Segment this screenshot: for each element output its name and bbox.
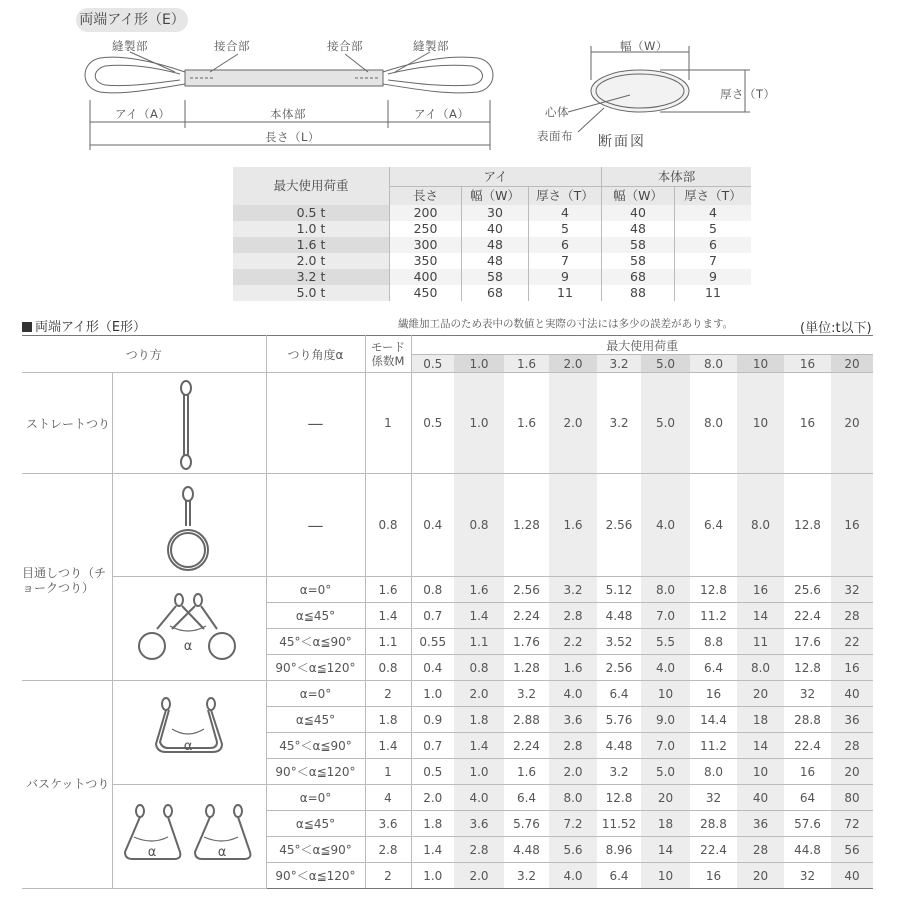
load-value-cell: 2.88 (504, 707, 549, 733)
load-value-cell: 36 (831, 707, 873, 733)
load-value-cell: 2.56 (597, 655, 641, 681)
spec-row (233, 221, 751, 237)
label-thickness: 厚さ（T） (720, 87, 776, 101)
type-tag: 両端アイ形（E） (76, 8, 188, 32)
load-value-cell: 22.4 (690, 837, 737, 863)
header-capacity: 2.0 (549, 355, 597, 373)
load-value-cell: 12.8 (690, 577, 737, 603)
load-value-cell: 57.6 (784, 811, 831, 837)
load-value-cell: 4.0 (641, 655, 690, 681)
load-value-cell: 28.8 (784, 707, 831, 733)
spec-cell: 350 (390, 253, 462, 269)
load-value-cell: 5.76 (504, 811, 549, 837)
header-capacity: 10 (737, 355, 784, 373)
spec-cell-load: 5.0 t (233, 285, 390, 301)
load-value-cell: 28 (831, 733, 873, 759)
load-value-cell: 10 (737, 373, 784, 474)
load-value-cell: 2.8 (454, 837, 504, 863)
spec-header-length: 長さ (390, 187, 462, 206)
angle-cell: 90°＜α≦120° (266, 863, 365, 889)
load-value-cell: 11.2 (690, 603, 737, 629)
header-capacity: 1.6 (504, 355, 549, 373)
load-value-cell: 32 (784, 863, 831, 889)
load-value-cell: 64 (784, 785, 831, 811)
load-value-cell: 2.24 (504, 603, 549, 629)
spec-cell: 9 (675, 269, 752, 285)
load-value-cell: 5.5 (641, 629, 690, 655)
mode-cell: 1.1 (365, 629, 411, 655)
spec-cell-load: 1.0 t (233, 221, 390, 237)
load-value-cell: 8.0 (549, 785, 597, 811)
load-value-cell: 0.55 (411, 629, 454, 655)
load-value-cell: 0.8 (454, 474, 504, 577)
load-value-cell: 36 (737, 811, 784, 837)
header-capacity: 5.0 (641, 355, 690, 373)
tolerance-note: 繊維加工品のため表中の数値と実際の寸法には多少の誤差があります。 (398, 318, 734, 330)
spec-table (233, 167, 751, 301)
load-value-cell: 7.0 (641, 603, 690, 629)
angle-cell: α≦45° (266, 603, 365, 629)
spec-cell: 6 (529, 237, 602, 253)
load-value-cell: 72 (831, 811, 873, 837)
load-value-cell: 14 (737, 603, 784, 629)
label-width: 幅（W） (620, 39, 668, 53)
load-value-cell: 14 (737, 733, 784, 759)
load-value-cell: 0.5 (411, 759, 454, 785)
spec-row (233, 253, 751, 269)
load-value-cell: 4.0 (454, 785, 504, 811)
load-value-cell: 6.4 (690, 474, 737, 577)
load-value-cell: 12.8 (784, 655, 831, 681)
load-value-cell: 2.2 (549, 629, 597, 655)
method-straight: ストレートつり (26, 417, 111, 431)
load-value-cell: 11.2 (690, 733, 737, 759)
alpha-symbol-3: α (147, 845, 157, 860)
load-value-cell: 25.6 (784, 577, 831, 603)
load-value-cell: 1.4 (411, 837, 454, 863)
load-value-cell: 8.0 (690, 373, 737, 474)
load-value-cell: 11.52 (597, 811, 641, 837)
spec-cell-load: 3.2 t (233, 269, 390, 285)
angle-cell: — (266, 474, 365, 577)
load-value-cell: 20 (831, 373, 873, 474)
load-value-cell: 18 (641, 811, 690, 837)
load-value-cell: 20 (641, 785, 690, 811)
label-eye-left: アイ（A） (115, 107, 171, 121)
load-value-cell: 8.0 (737, 474, 784, 577)
angle-cell: α=0° (266, 577, 365, 603)
load-value-cell: 20 (737, 681, 784, 707)
load-value-cell: 1.1 (454, 629, 504, 655)
label-joint-right: 接合部 (327, 39, 363, 53)
load-value-cell: 0.9 (411, 707, 454, 733)
mode-cell: 1.4 (365, 733, 411, 759)
load-value-cell: 32 (690, 785, 737, 811)
label-length: 長さ（L） (265, 130, 320, 144)
load-value-cell: 16 (784, 373, 831, 474)
load-value-cell: 4.48 (597, 733, 641, 759)
load-value-cell: 0.8 (454, 655, 504, 681)
spec-cell: 68 (602, 269, 675, 285)
load-value-cell: 44.8 (784, 837, 831, 863)
label-cover: 表面布 (537, 129, 573, 143)
load-value-cell: 3.2 (504, 863, 549, 889)
header-capacity: 8.0 (690, 355, 737, 373)
load-value-cell: 0.5 (411, 373, 454, 474)
load-value-cell: 40 (737, 785, 784, 811)
spec-cell: 7 (675, 253, 752, 269)
header-max-load: 最大使用荷重 (411, 336, 873, 355)
load-value-cell: 8.96 (597, 837, 641, 863)
load-value-cell: 0.4 (411, 655, 454, 681)
spec-cell: 68 (462, 285, 529, 301)
mode-cell: 2 (365, 681, 411, 707)
load-value-cell: 1.0 (411, 681, 454, 707)
spec-cell: 6 (675, 237, 752, 253)
load-value-cell: 1.0 (411, 863, 454, 889)
load-value-cell: 6.4 (504, 785, 549, 811)
load-value-cell: 28.8 (690, 811, 737, 837)
alpha-symbol-1: α (183, 639, 193, 654)
load-value-cell: 9.0 (641, 707, 690, 733)
alpha-symbol-2: α (183, 739, 193, 754)
header-capacity: 3.2 (597, 355, 641, 373)
load-value-cell: 20 (831, 759, 873, 785)
angle-cell: 90°＜α≦120° (266, 759, 365, 785)
load-value-cell: 1.28 (504, 474, 549, 577)
spec-cell: 11 (675, 285, 752, 301)
load-value-cell: 20 (737, 863, 784, 889)
load-value-cell: 0.8 (411, 577, 454, 603)
label-section: 断面図 (598, 134, 646, 150)
load-value-cell: 16 (784, 759, 831, 785)
load-value-cell: 0.4 (411, 474, 454, 577)
load-value-cell: 1.0 (454, 759, 504, 785)
load-value-cell: 16 (737, 577, 784, 603)
load-value-cell: 7.2 (549, 811, 597, 837)
square-bullet-icon (22, 322, 32, 332)
spec-header-thickness: 厚さ（T） (529, 187, 602, 206)
load-value-cell: 28 (737, 837, 784, 863)
spec-cell: 200 (390, 205, 462, 221)
angle-cell: 45°＜α≦90° (266, 837, 365, 863)
load-value-cell: 2.24 (504, 733, 549, 759)
load-value-cell: 8.0 (641, 577, 690, 603)
spec-cell: 58 (602, 237, 675, 253)
load-value-cell: 11 (737, 629, 784, 655)
load-value-cell: 14 (641, 837, 690, 863)
spec-row (233, 205, 751, 221)
spec-cell: 48 (462, 237, 529, 253)
spec-cell: 5 (675, 221, 752, 237)
spec-cell: 58 (602, 253, 675, 269)
load-value-cell: 1.4 (454, 603, 504, 629)
sling-diagram (0, 0, 900, 160)
load-value-cell: 16 (831, 474, 873, 577)
angle-cell: α≦45° (266, 707, 365, 733)
load-value-cell: 1.4 (454, 733, 504, 759)
load-value-cell: 5.0 (641, 759, 690, 785)
method-basket: バスケットつり (26, 777, 110, 791)
load-value-cell: 12.8 (784, 474, 831, 577)
load-value-cell: 16 (690, 863, 737, 889)
load-value-cell: 1.6 (504, 373, 549, 474)
spec-header-width: 幅（W） (462, 187, 529, 206)
load-value-cell: 80 (831, 785, 873, 811)
load-value-cell: 6.4 (597, 681, 641, 707)
load-value-cell: 3.2 (597, 373, 641, 474)
mode-cell: 2.8 (365, 837, 411, 863)
header-angle: つり角度α (266, 336, 365, 373)
sling-figures (112, 374, 266, 884)
angle-cell: 90°＜α≦120° (266, 655, 365, 681)
spec-cell-load: 2.0 t (233, 253, 390, 269)
load-value-cell: 5.6 (549, 837, 597, 863)
load-value-cell: 4.0 (549, 681, 597, 707)
load-value-cell: 40 (831, 863, 873, 889)
spec-cell: 9 (529, 269, 602, 285)
angle-cell: — (266, 373, 365, 474)
load-value-cell: 18 (737, 707, 784, 733)
section-title (22, 316, 146, 335)
load-value-cell: 1.6 (549, 655, 597, 681)
load-value-cell: 2.56 (504, 577, 549, 603)
load-value-cell: 4.0 (549, 863, 597, 889)
angle-cell: 45°＜α≦90° (266, 733, 365, 759)
load-value-cell: 14.4 (690, 707, 737, 733)
label-body: 本体部 (270, 107, 306, 121)
load-value-cell: 3.2 (597, 759, 641, 785)
method-choke: 目通しつり（チョークつり） (22, 566, 107, 595)
spec-cell: 5 (529, 221, 602, 237)
label-stitch-left: 縫製部 (112, 39, 148, 53)
header-capacity: 1.0 (454, 355, 504, 373)
load-value-cell: 0.7 (411, 603, 454, 629)
angle-cell: α≦45° (266, 811, 365, 837)
spec-cell: 48 (462, 253, 529, 269)
load-value-cell: 1.6 (549, 474, 597, 577)
load-value-cell: 1.6 (504, 759, 549, 785)
load-value-cell: 2.8 (549, 603, 597, 629)
load-value-cell: 12.8 (597, 785, 641, 811)
spec-cell: 400 (390, 269, 462, 285)
load-value-cell: 6.4 (597, 863, 641, 889)
load-value-cell: 10 (737, 759, 784, 785)
spec-cell: 4 (529, 205, 602, 221)
load-value-cell: 2.0 (549, 373, 597, 474)
load-value-cell: 5.12 (597, 577, 641, 603)
spec-cell: 30 (462, 205, 529, 221)
spec-header-eye: アイ (390, 167, 602, 187)
load-value-cell: 4.48 (597, 603, 641, 629)
header-capacity: 0.5 (411, 355, 454, 373)
spec-cell: 58 (462, 269, 529, 285)
spec-cell: 4 (675, 205, 752, 221)
load-value-cell: 22 (831, 629, 873, 655)
unit-label: (単位:t以下) (800, 321, 872, 336)
load-value-cell: 6.4 (690, 655, 737, 681)
spec-cell: 40 (602, 205, 675, 221)
spec-cell-load: 0.5 t (233, 205, 390, 221)
load-value-cell: 2.56 (597, 474, 641, 577)
load-value-cell: 4.0 (641, 474, 690, 577)
spec-cell: 11 (529, 285, 602, 301)
load-value-cell: 1.28 (504, 655, 549, 681)
load-value-cell: 8.0 (690, 759, 737, 785)
spec-header-body-width: 幅（W） (602, 187, 675, 206)
angle-cell: α=0° (266, 681, 365, 707)
load-value-cell: 40 (831, 681, 873, 707)
label-core: 心体 (545, 105, 569, 119)
load-value-cell: 8.8 (690, 629, 737, 655)
load-value-cell: 16 (831, 655, 873, 681)
spec-row (233, 237, 751, 253)
angle-cell: α=0° (266, 785, 365, 811)
load-value-cell: 1.6 (454, 577, 504, 603)
load-value-cell: 1.8 (411, 811, 454, 837)
load-value-cell: 1.8 (454, 707, 504, 733)
load-value-cell: 10 (641, 681, 690, 707)
label-stitch-right: 縫製部 (413, 39, 449, 53)
mode-cell: 0.8 (365, 655, 411, 681)
angle-cell: 45°＜α≦90° (266, 629, 365, 655)
alpha-symbol-4: α (217, 845, 227, 860)
load-value-cell: 4.48 (504, 837, 549, 863)
load-value-cell: 0.7 (411, 733, 454, 759)
load-value-cell: 3.2 (504, 681, 549, 707)
spec-header-body-thickness: 厚さ（T） (675, 187, 752, 206)
load-value-cell: 28 (831, 603, 873, 629)
load-value-cell: 5.0 (641, 373, 690, 474)
mode-cell: 4 (365, 785, 411, 811)
load-value-cell: 16 (690, 681, 737, 707)
spec-cell: 48 (602, 221, 675, 237)
mode-cell: 1 (365, 759, 411, 785)
load-value-cell: 22.4 (784, 603, 831, 629)
load-value-cell: 5.76 (597, 707, 641, 733)
load-value-cell: 17.6 (784, 629, 831, 655)
header-mode: モード係数M (365, 336, 411, 373)
spec-cell: 88 (602, 285, 675, 301)
load-value-cell: 32 (784, 681, 831, 707)
header-capacity: 16 (784, 355, 831, 373)
mode-cell: 1.4 (365, 603, 411, 629)
load-value-cell: 10 (641, 863, 690, 889)
spec-header-body: 本体部 (602, 167, 752, 187)
spec-cell-load: 1.6 t (233, 237, 390, 253)
mode-cell: 3.6 (365, 811, 411, 837)
load-value-cell: 3.6 (454, 811, 504, 837)
label-eye-right: アイ（A） (414, 107, 470, 121)
load-value-cell: 56 (831, 837, 873, 863)
mode-cell: 1.6 (365, 577, 411, 603)
load-value-cell: 2.8 (549, 733, 597, 759)
header-method: つり方 (22, 336, 266, 373)
spec-row (233, 269, 751, 285)
load-value-cell: 22.4 (784, 733, 831, 759)
label-joint-left: 接合部 (214, 39, 250, 53)
mode-cell: 2 (365, 863, 411, 889)
spec-cell: 300 (390, 237, 462, 253)
spec-cell: 250 (390, 221, 462, 237)
load-value-cell: 1.76 (504, 629, 549, 655)
load-value-cell: 2.0 (454, 681, 504, 707)
load-value-cell: 1.0 (454, 373, 504, 474)
section-title-text: 両端アイ形（E形） (35, 320, 147, 335)
spec-cell: 450 (390, 285, 462, 301)
load-value-cell: 3.6 (549, 707, 597, 733)
load-value-cell: 7.0 (641, 733, 690, 759)
load-value-cell: 2.0 (549, 759, 597, 785)
load-value-cell: 3.2 (549, 577, 597, 603)
load-value-cell: 32 (831, 577, 873, 603)
mode-cell: 1 (365, 373, 411, 474)
mode-cell: 0.8 (365, 474, 411, 577)
spec-row (233, 285, 751, 301)
load-value-cell: 2.0 (411, 785, 454, 811)
spec-cell: 40 (462, 221, 529, 237)
header-capacity: 20 (831, 355, 873, 373)
load-value-cell: 8.0 (737, 655, 784, 681)
load-value-cell: 2.0 (454, 863, 504, 889)
spec-cell: 7 (529, 253, 602, 269)
load-value-cell: 3.52 (597, 629, 641, 655)
spec-header-max-load: 最大使用荷重 (233, 167, 390, 205)
mode-cell: 1.8 (365, 707, 411, 733)
